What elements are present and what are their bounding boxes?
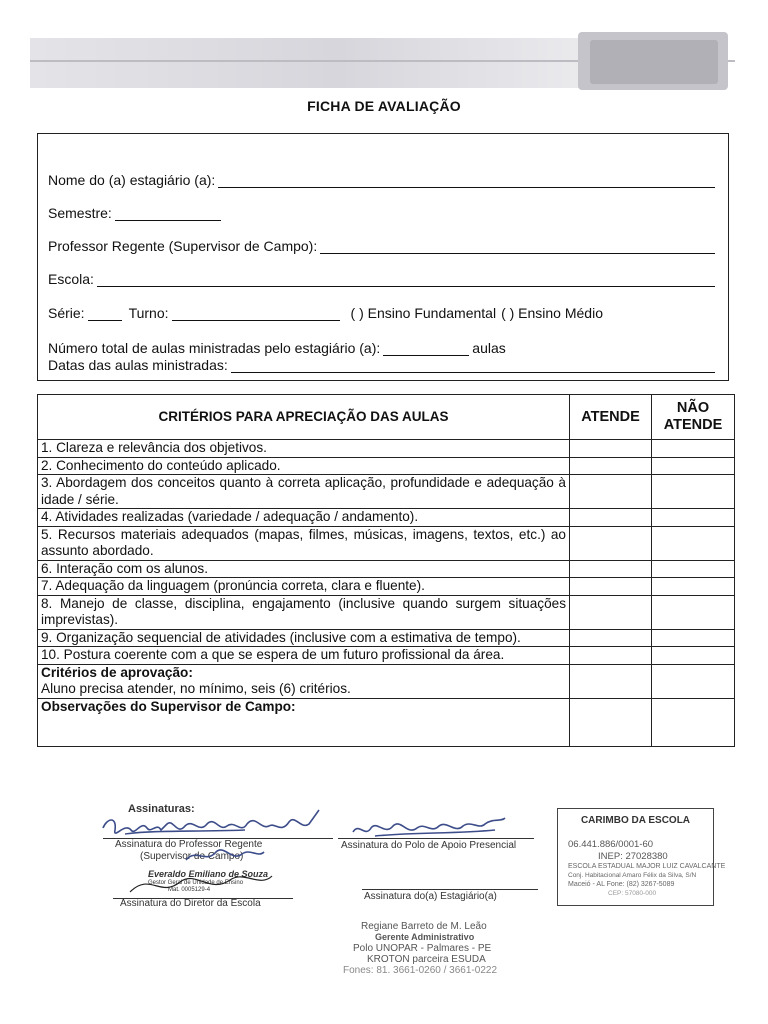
nao-atende-cell[interactable] (652, 595, 735, 629)
criterion-text: 1. Clareza e relevância dos objetivos. (38, 440, 570, 458)
criterion-text: 8. Manejo de classe, disciplina, engajamento (inclusive quando surgem situações imprevistas). (38, 595, 570, 629)
diretor-caption: Assinatura do Diretor da Escola (120, 898, 261, 909)
school-stamp-line-1: 06.441.886/0001-60 (568, 839, 654, 850)
polo-stamp-line-1: Regiane Barreto de M. Leão (361, 921, 487, 932)
criterion-text: 9. Organização sequencial de atividades (inclusive com a estimativa de tempo). (38, 629, 570, 647)
polo-stamp-line-5: Fones: 81. 3661-0260 / 3661-0222 (343, 965, 498, 976)
atende-cell[interactable] (570, 629, 652, 647)
atende-cell[interactable] (570, 526, 652, 560)
atende-cell[interactable] (570, 475, 652, 509)
turno-label: Turno: (128, 305, 169, 321)
atende-cell[interactable] (570, 647, 652, 665)
estagiario-caption: Assinatura do(a) Estagiário(a) (364, 891, 497, 902)
table-row (38, 578, 735, 596)
criterion-text: 6. Interação com os alunos. (38, 560, 570, 578)
nome-field[interactable] (218, 172, 715, 188)
school-stamp (557, 808, 726, 906)
table-row (38, 647, 735, 665)
atende-cell[interactable] (570, 578, 652, 596)
school-stamp-title: CARIMBO DA ESCOLA (580, 815, 691, 826)
professor-caption: Assinatura do Professor Regente (115, 839, 263, 850)
school-stamp-line-3: ESCOLA ESTADUAL MAJOR LUIZ CAVALCANTE (568, 863, 726, 870)
nao-atende-cell[interactable] (652, 475, 735, 509)
criterion-text: 2. Conhecimento do conteúdo aplicado. (38, 457, 570, 475)
atende-cell[interactable] (570, 509, 652, 527)
fundamental-checkbox[interactable]: ( ) Ensino Fundamental (350, 305, 497, 321)
serie-row (48, 301, 718, 321)
semestre-field[interactable] (115, 205, 221, 221)
diretor-role: Gestor Geral de Unidade de Ensino (148, 880, 244, 886)
atende-header: ATENDE (570, 395, 652, 440)
nao-atende-cell[interactable] (652, 509, 735, 527)
professor-label: Professor Regente (Supervisor de Campo): (48, 238, 318, 254)
observations-cell[interactable] (38, 698, 570, 746)
nome-label: Nome do (a) estagiário (a): (48, 172, 216, 188)
approval-text: Aluno precisa atender, no mínimo, seis (6) critérios. (41, 681, 351, 696)
criterion-text: 3. Abordagem dos conceitos quanto à correta aplicação, profundidade e adequação à idade / série. (38, 475, 570, 509)
nao-atende-cell[interactable] (652, 440, 735, 458)
professor-row (48, 234, 718, 254)
aulas-suffix: aulas (472, 340, 506, 356)
header-band (30, 38, 590, 88)
header-logo-inner (590, 40, 718, 84)
criterion-text: 10. Postura coerente com a que se espera de um futuro profissional da área. (38, 647, 570, 665)
escola-field[interactable] (97, 271, 715, 287)
semestre-row (48, 201, 718, 221)
escola-row (48, 267, 718, 287)
page-title: FICHA DE AVALIAÇÃO (307, 98, 461, 114)
table-row (38, 526, 735, 560)
approval-title: Critérios de aprovação: (41, 664, 193, 680)
datas-label: Datas das aulas ministradas: (48, 357, 228, 373)
polo-stamp-line-4: KROTON parceira ESUDA (367, 954, 486, 965)
nao-atende-cell (652, 698, 735, 746)
observations-title: Observações do Supervisor de Campo: (41, 698, 296, 714)
nao-atende-cell[interactable] (652, 578, 735, 596)
nao-atende-cell[interactable] (652, 629, 735, 647)
school-stamp-line-2: INEP: 27028380 (598, 851, 668, 862)
criteria-header: CRITÉRIOS PARA APRECIAÇÃO DAS AULAS (38, 395, 570, 440)
identification-box (37, 133, 729, 381)
atende-cell[interactable] (570, 560, 652, 578)
atende-cell[interactable] (570, 440, 652, 458)
criteria-header-row (38, 395, 735, 440)
serie-label: Série: (48, 305, 85, 321)
diretor-name: Everaldo Emiliano de Souza (148, 869, 269, 879)
medio-checkbox[interactable]: ( ) Ensino Médio (501, 305, 603, 321)
nome-row (48, 168, 718, 188)
school-stamp-line-5: Maceió - AL Fone: (82) 3267-5089 (568, 881, 675, 888)
atende-cell (570, 664, 652, 698)
aulas-label: Número total de aulas ministradas pelo estagiário (a): (48, 340, 381, 356)
datas-row (48, 353, 718, 373)
datas-field[interactable] (231, 357, 715, 373)
nao-atende-cell[interactable] (652, 647, 735, 665)
table-row (38, 595, 735, 629)
semestre-label: Semestre: (48, 205, 112, 221)
table-row (38, 475, 735, 509)
professor-caption-2: (Supervisor de Campo) (140, 851, 244, 862)
nao-atende-cell[interactable] (652, 526, 735, 560)
observations-row (38, 698, 735, 746)
atende-cell (570, 698, 652, 746)
approval-row (38, 664, 735, 698)
professor-field[interactable] (320, 238, 715, 254)
nao-atende-cell[interactable] (652, 560, 735, 578)
nao-atende-cell[interactable] (652, 457, 735, 475)
approval-cell (38, 664, 570, 698)
estagiario-signature-rule (362, 889, 538, 890)
school-stamp-line-4: Conj. Habitacional Amaro Félix da Silva, S/N (568, 872, 697, 879)
table-row (38, 629, 735, 647)
atende-cell[interactable] (570, 595, 652, 629)
criterion-text: 5. Recursos materiais adequados (mapas, filmes, músicas, imagens, textos, etc.) ao assunto abordado. (38, 526, 570, 560)
table-row (38, 440, 735, 458)
table-row (38, 509, 735, 527)
polo-stamp-line-2: Gerente Administrativo (375, 932, 475, 942)
criteria-table (37, 394, 735, 747)
serie-field[interactable] (88, 305, 122, 321)
table-row (38, 457, 735, 475)
turno-field[interactable] (172, 305, 340, 321)
diretor-signature (120, 862, 280, 902)
nao-atende-header: NÃO ATENDE (652, 395, 735, 440)
criterion-text: 4. Atividades realizadas (variedade / adequação / andamento). (38, 509, 570, 527)
escola-label: Escola: (48, 271, 94, 287)
nao-atende-cell (652, 664, 735, 698)
polo-signature-rule (338, 838, 534, 839)
assinaturas-label: Assinaturas: (128, 803, 195, 815)
diretor-reg: Mat. 0005129-4 (168, 887, 211, 893)
table-row (38, 560, 735, 578)
criterion-text: 7. Adequação da linguagem (pronúncia correta, clara e fluente). (38, 578, 570, 596)
school-stamp-line-6: CEP: 57080-000 (608, 890, 657, 897)
polo-caption: Assinatura do Polo de Apoio Presencial (341, 840, 517, 851)
polo-stamp-line-3: Polo UNOPAR - Palmares - PE (353, 943, 492, 954)
atende-cell[interactable] (570, 457, 652, 475)
